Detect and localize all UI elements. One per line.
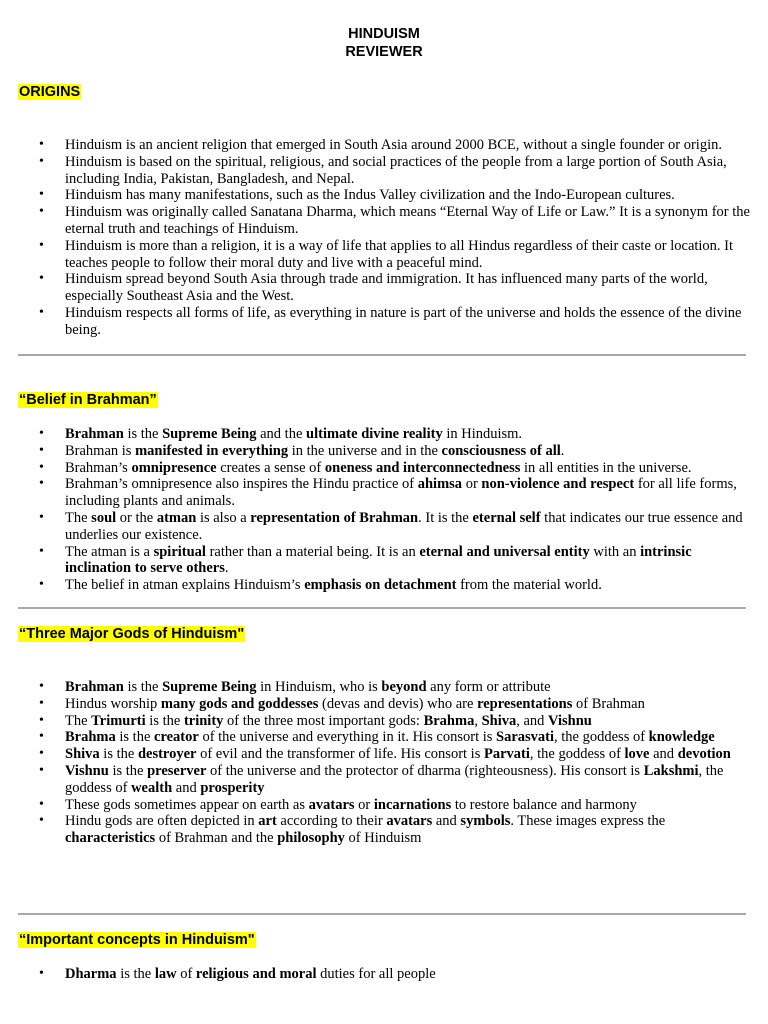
list-item [65, 544, 750, 578]
bold-term: Brahma [423, 712, 475, 729]
bold-term: destroyer [137, 746, 197, 763]
bold-term: avatars [308, 796, 355, 813]
list-item [65, 746, 750, 763]
bold-term: incarnations [373, 796, 452, 813]
list-item [65, 966, 750, 983]
text-run: of Brahman [572, 695, 645, 712]
list-item [65, 797, 750, 814]
bold-term: characteristics [65, 830, 156, 847]
bold-term: Brahman [65, 679, 124, 695]
belief-in-brahman-list [65, 426, 750, 594]
text-run: The belief in atman explains Hinduism’s [65, 577, 305, 594]
text-run: is the [116, 966, 155, 982]
text-run: The [65, 712, 92, 729]
bold-term: Vishnu [65, 762, 109, 779]
text-run: These gods sometimes appear on earth as [65, 796, 309, 813]
text-run: in all entities in the universe. [520, 459, 692, 476]
text-run: (devas and devis) who are [318, 695, 478, 712]
text-run: is the [108, 762, 148, 779]
text-run: in Hinduism, who is [256, 679, 382, 695]
text-run: Hinduism was originally called Sanatana Dharma, which means “Eternal Way of Life or Law.” It is a synonym for the eternal truth and teachings of Hinduism. [65, 204, 750, 237]
bold-term: representations [477, 695, 573, 712]
list-item [65, 577, 750, 594]
text-run: . These images express the [510, 813, 666, 830]
text-run: is the [99, 746, 138, 763]
section-heading-belief-in-brahman [18, 391, 158, 409]
list-item [65, 713, 750, 730]
bold-term: Sarasvati [496, 729, 555, 746]
bold-term: omnipresence [131, 459, 217, 476]
text-run: or [462, 476, 482, 493]
section-heading-important-concepts [18, 931, 256, 949]
title-line-1: HINDUISM [348, 26, 420, 42]
text-run: is also a [196, 509, 251, 526]
text-run: Brahman’s [65, 459, 132, 476]
text-run: , [474, 712, 482, 729]
text-run: . [560, 442, 565, 459]
bold-term: trinity [183, 712, 224, 729]
bold-term: symbols [460, 813, 511, 830]
text-run: Brahman’s omnipresence also inspires the Hindu practice of [65, 476, 418, 493]
bold-term: eternal self [472, 509, 541, 526]
list-item [65, 271, 750, 305]
bold-term: beyond [381, 679, 427, 695]
bold-term: Vishnu [548, 712, 592, 729]
bold-term: Parvati [483, 746, 530, 763]
text-run: Hindus worship [65, 695, 161, 712]
bold-term: preserver [147, 762, 207, 779]
bold-term: Brahma [65, 729, 116, 746]
text-run: Hinduism has many manifestations, such as the Indus Valley civilization and the Indo-European cultures. [65, 187, 675, 204]
bold-term: consciousness of all [441, 442, 561, 459]
bold-term: spiritual [153, 543, 206, 560]
text-run: any form or attribute [426, 679, 551, 695]
bold-term: atman [156, 509, 197, 526]
text-run: in Hinduism. [442, 426, 523, 442]
bold-term: Supreme Being [162, 679, 257, 695]
text-run: Hindu gods are often depicted in [65, 813, 259, 830]
list-item [65, 476, 750, 510]
list-item [65, 426, 750, 443]
text-run: , and [516, 712, 549, 729]
bold-term: eternal and universal entity [419, 543, 590, 560]
list-item [65, 460, 750, 477]
text-run: and [432, 813, 461, 830]
bold-term: Trimurti [91, 712, 146, 729]
list-item [65, 510, 750, 544]
section-heading-text: ORIGINS [19, 84, 81, 100]
text-run: is the [123, 426, 163, 442]
text-run: , the goddess of [65, 762, 724, 796]
text-run: Brahman is [65, 442, 136, 459]
text-run: , the goddess of [529, 746, 625, 763]
list-item [65, 813, 750, 847]
list-item [65, 443, 750, 460]
text-run: of evil and the transformer of life. His consort is [196, 746, 484, 763]
bold-term: religious and moral [195, 966, 317, 982]
bold-term: devotion [677, 746, 731, 763]
bold-term: Shiva [481, 712, 517, 729]
bold-term: Dharma [65, 966, 117, 982]
bold-term: many gods and goddesses [160, 695, 319, 712]
section-heading-text: “Three Major Gods of Hinduism" [19, 626, 245, 642]
document-title [0, 25, 768, 61]
text-run: according to their [276, 813, 387, 830]
text-run: is the [145, 712, 184, 729]
bold-term: soul [91, 509, 117, 526]
text-run: The [65, 509, 92, 526]
text-run: . [224, 560, 229, 577]
text-run: Hinduism is more than a religion, it is a way of life that applies to all Hindus regardless of their caste or location. It teaches people to follow their moral duty and live with a peaceful mind. [65, 237, 734, 271]
section-divider [18, 913, 746, 915]
bold-term: Brahman [65, 426, 124, 442]
text-run: is the [115, 729, 155, 746]
origins-list [65, 137, 750, 339]
bold-term: love [624, 746, 650, 763]
bold-term: avatars [386, 813, 433, 830]
text-run: of the universe and the protector of dharma (righteousness). His consort is [206, 762, 644, 779]
text-run: and [649, 746, 678, 763]
section-divider [18, 607, 746, 609]
text-run: creates a sense of [216, 459, 325, 476]
bold-term: non-violence and respect [481, 476, 635, 493]
text-run: or the [116, 509, 157, 526]
text-run: Hinduism respects all forms of life, as everything in nature is part of the universe and holds the essence of the divine being. [65, 304, 742, 338]
text-run: in the universe and in the [288, 442, 442, 459]
bold-term: prosperity [200, 779, 265, 796]
text-run: of the universe and everything in it. His consort is [198, 729, 497, 746]
bold-term: philosophy [277, 830, 345, 847]
text-run: and [172, 779, 201, 796]
bold-term: Supreme Being [162, 426, 257, 442]
section-heading-origins [18, 83, 81, 101]
list-item [65, 137, 750, 154]
important-concepts-list [65, 966, 750, 983]
text-run: with an [589, 543, 641, 560]
bold-term: Lakshmi [643, 762, 699, 779]
text-run: of [176, 966, 196, 982]
bold-term: art [258, 813, 277, 830]
text-run: The atman is a [65, 543, 154, 560]
text-run: of the three most important gods: [223, 712, 424, 729]
text-run: rather than a material being. It is an [205, 543, 420, 560]
bold-term: ultimate divine reality [306, 426, 443, 442]
text-run: from the material world. [456, 577, 602, 594]
text-run: and the [256, 426, 307, 442]
list-item [65, 238, 750, 272]
bold-term: emphasis on detachment [304, 577, 457, 594]
list-item [65, 696, 750, 713]
bold-term: Shiva [65, 746, 100, 763]
list-item [65, 679, 750, 696]
text-run: or [354, 796, 374, 813]
section-heading-text: “Belief in Brahman” [19, 392, 157, 408]
section-heading-text: “Important concepts in Hinduism" [19, 932, 255, 948]
list-item [65, 305, 750, 339]
text-run: , the goddess of [554, 729, 649, 746]
text-run: Hinduism spread beyond South Asia through trade and immigration. It has influenced many parts of the world, especially Southeast Asia and the West. [65, 271, 708, 305]
list-item [65, 763, 750, 797]
section-divider [18, 354, 746, 356]
text-run: Hinduism is an ancient religion that emerged in South Asia around 2000 BCE, without a single founder or origin. [65, 137, 722, 153]
bold-term: law [154, 966, 177, 982]
text-run: that indicates our true essence and underlies our existence. [65, 509, 743, 543]
text-run: duties for all people [316, 966, 436, 982]
text-run: of Hinduism [344, 830, 422, 847]
bold-term: knowledge [648, 729, 715, 746]
text-run: of Brahman and the [155, 830, 278, 847]
bold-term: oneness and interconnectedness [324, 459, 521, 476]
text-run: is the [123, 679, 163, 695]
bold-term: ahimsa [417, 476, 463, 493]
list-item [65, 729, 750, 746]
bold-term: creator [154, 729, 199, 746]
list-item [65, 154, 750, 188]
bold-term: representation of Brahman [250, 509, 419, 526]
text-run: to restore balance and harmony [451, 796, 637, 813]
list-item [65, 187, 750, 204]
list-item [65, 204, 750, 238]
bold-term: wealth [131, 779, 173, 796]
text-run: Hinduism is based on the spiritual, religious, and social practices of the people from a large portion of South Asia, including India, Pakistan, Bangladesh, and Nepal. [65, 153, 727, 187]
text-run: . It is the [418, 509, 473, 526]
bold-term: manifested in everything [135, 442, 289, 459]
title-line-2: REVIEWER [345, 44, 423, 60]
text-run: for all life forms, including plants and animals. [65, 476, 737, 510]
section-heading-three-major-gods [18, 625, 245, 643]
three-major-gods-list [65, 679, 750, 847]
bold-term: intrinsic inclination to serve others [65, 543, 692, 577]
